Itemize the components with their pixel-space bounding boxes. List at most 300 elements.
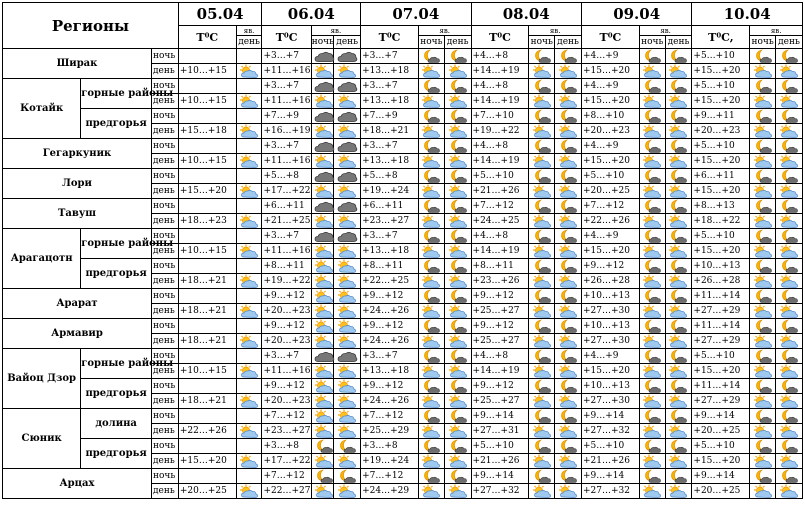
moon-cloud-icon: [640, 319, 664, 333]
temperature-value: +15…+20: [692, 364, 750, 379]
moon-cloud-icon-cell: [555, 49, 582, 64]
temperature-value: +11…+16: [262, 244, 311, 259]
temperature-value: +15…+20: [581, 94, 639, 109]
moon-cloud-icon-cell: [665, 439, 692, 454]
sun-cloud-icon: [556, 184, 580, 198]
temperature-value: +15…+20: [178, 454, 236, 469]
moon-cloud-icon-cell: [665, 199, 692, 214]
sun-cloud-icon-cell: [665, 334, 692, 349]
day-subheader: день: [665, 36, 692, 49]
moon-cloud-icon-cell: [418, 259, 444, 274]
moon-cloud-icon: [419, 169, 443, 183]
subregion-name: предгорья: [81, 109, 152, 139]
sun-cloud-icon-cell: [444, 184, 471, 199]
temperature-value: +25…+27: [471, 334, 529, 349]
temperature-value: +27…+31: [471, 424, 529, 439]
table-row: [3, 49, 803, 64]
sun-cloud-icon-cell: [750, 454, 776, 469]
sun-cloud-icon: [446, 424, 470, 438]
sun-cloud-icon: [446, 94, 470, 108]
temperature-value: +4…+8: [471, 139, 529, 154]
sun-cloud-icon: [751, 214, 775, 228]
sun-cloud-icon-cell: [444, 244, 471, 259]
moon-cloud-icon-cell: [750, 139, 776, 154]
yav-header: яв.: [311, 26, 360, 36]
temperature-value: +15…+20: [581, 154, 639, 169]
temperature-value: +18…+21: [178, 304, 236, 319]
cloudy-icon: [335, 199, 359, 213]
temp-column-header: T⁰C: [178, 26, 236, 49]
time-of-day: ночь: [152, 229, 179, 244]
weather-icon-cell: [236, 79, 262, 94]
sun-cloud-icon: [751, 64, 775, 78]
sun-cloud-icon-cell: [776, 274, 803, 289]
sun-cloud-icon: [312, 289, 336, 303]
sun-cloud-icon: [312, 409, 336, 423]
temperature-value: +27…+32: [581, 484, 639, 499]
moon-cloud-icon-cell: [418, 289, 444, 304]
moon-cloud-icon-cell: [555, 109, 582, 124]
sun-cloud-icon-cell: [776, 424, 803, 439]
sun-cloud-icon-cell: [311, 364, 334, 379]
sun-cloud-icon-cell: [776, 154, 803, 169]
moon-cloud-icon-cell: [418, 469, 444, 484]
sun-cloud-icon-cell: [444, 64, 471, 79]
temperature-value: +15…+20: [581, 244, 639, 259]
moon-cloud-icon: [530, 289, 554, 303]
sun-cloud-icon-cell: [529, 184, 555, 199]
sun-cloud-icon: [556, 304, 580, 318]
sun-cloud-icon-cell: [311, 94, 334, 109]
sun-cloud-icon-cell: [236, 244, 262, 259]
sun-cloud-icon: [777, 394, 801, 408]
region-name: Вайоц Дзор: [3, 349, 81, 409]
moon-cloud-icon-cell: [750, 109, 776, 124]
sun-cloud-icon-cell: [311, 379, 334, 394]
sun-cloud-icon-cell: [334, 214, 361, 229]
table-row: [3, 259, 803, 274]
temperature-value: +27…+32: [471, 484, 529, 499]
sun-cloud-icon-cell: [639, 124, 665, 139]
sun-cloud-icon-cell: [444, 334, 471, 349]
cloudy-icon-cell: [334, 229, 361, 244]
temperature-value: +8…+11: [471, 259, 529, 274]
moon-cloud-icon-cell: [555, 199, 582, 214]
temperature-value: +10…+15: [178, 94, 236, 109]
moon-cloud-icon: [640, 139, 664, 153]
temperature-value: +20…+23: [581, 124, 639, 139]
moon-cloud-icon: [777, 469, 801, 483]
temperature-value: +20…+25: [692, 424, 750, 439]
sun-cloud-icon-cell: [750, 94, 776, 109]
sun-cloud-icon-cell: [444, 154, 471, 169]
temperature-value: +11…+14: [692, 289, 750, 304]
sun-cloud-icon-cell: [236, 484, 262, 499]
temperature-value: +10…+15: [178, 154, 236, 169]
sun-cloud-icon-cell: [334, 424, 361, 439]
temperature-value: [178, 349, 236, 364]
sun-cloud-icon: [312, 64, 336, 78]
sun-cloud-icon: [751, 184, 775, 198]
region-name: Тавуш: [3, 199, 152, 229]
temperature-value: +11…+16: [262, 64, 311, 79]
region-name: Котайк: [3, 79, 81, 139]
moon-cloud-icon-cell: [529, 139, 555, 154]
moon-cloud-icon-cell: [639, 379, 665, 394]
moon-cloud-icon-cell: [776, 229, 803, 244]
moon-cloud-icon-cell: [555, 379, 582, 394]
date-header: 09.04: [581, 3, 691, 26]
moon-cloud-icon: [446, 439, 470, 453]
moon-cloud-icon-cell: [750, 79, 776, 94]
time-of-day: ночь: [152, 349, 179, 364]
sun-cloud-icon-cell: [665, 124, 692, 139]
cloudy-icon: [335, 169, 359, 183]
sun-cloud-icon: [530, 214, 554, 228]
moon-cloud-icon-cell: [311, 469, 334, 484]
temperature-value: +9…+11: [692, 109, 750, 124]
moon-cloud-icon: [446, 349, 470, 363]
moon-cloud-icon: [312, 469, 336, 483]
moon-cloud-icon: [751, 409, 775, 423]
sun-cloud-icon: [237, 424, 261, 438]
sun-cloud-icon: [666, 154, 690, 168]
temperature-value: +15…+18: [178, 124, 236, 139]
night-subheader: ночь: [311, 36, 335, 47]
moon-cloud-icon-cell: [750, 349, 776, 364]
cloudy-icon: [335, 349, 359, 363]
temperature-value: +10…+15: [178, 244, 236, 259]
weather-icon-cell: [236, 379, 262, 394]
moon-cloud-icon-cell: [529, 379, 555, 394]
sun-cloud-icon-cell: [236, 304, 262, 319]
temperature-value: +9…+12: [361, 319, 419, 334]
table-row: [3, 289, 803, 304]
sun-cloud-icon-cell: [750, 124, 776, 139]
sun-cloud-icon-cell: [555, 124, 582, 139]
temperature-value: +14…+19: [471, 244, 529, 259]
sun-cloud-icon: [312, 379, 336, 393]
time-of-day: день: [152, 94, 179, 109]
moon-cloud-icon: [777, 109, 801, 123]
moon-cloud-icon: [751, 139, 775, 153]
temperature-value: +14…+19: [471, 364, 529, 379]
sun-cloud-icon-cell: [334, 274, 361, 289]
weather-icon-cell: [236, 169, 262, 184]
temperature-value: +21…+25: [262, 214, 311, 229]
sun-cloud-icon: [237, 454, 261, 468]
temperature-value: +17…+22: [262, 184, 311, 199]
temperature-value: +4…+8: [471, 229, 529, 244]
moon-cloud-icon-cell: [639, 289, 665, 304]
sun-cloud-icon: [777, 94, 801, 108]
sun-cloud-icon: [446, 274, 470, 288]
moon-cloud-icon-cell: [418, 229, 444, 244]
sun-cloud-icon: [777, 184, 801, 198]
temperature-value: +11…+16: [262, 364, 311, 379]
temperature-value: +13…+18: [361, 244, 419, 259]
moon-cloud-icon-cell: [444, 79, 471, 94]
temperature-value: +15…+20: [692, 94, 750, 109]
temperature-value: [178, 379, 236, 394]
sun-cloud-icon-cell: [236, 274, 262, 289]
sun-cloud-icon: [640, 244, 664, 258]
sun-cloud-icon: [419, 94, 443, 108]
sun-cloud-icon: [419, 244, 443, 258]
time-of-day: день: [152, 214, 179, 229]
sun-cloud-icon: [446, 64, 470, 78]
temperature-value: +24…+26: [361, 394, 419, 409]
moon-cloud-icon-cell: [444, 139, 471, 154]
moon-cloud-icon: [777, 49, 801, 63]
moon-cloud-icon-cell: [555, 259, 582, 274]
sun-cloud-icon-cell: [529, 244, 555, 259]
temperature-value: +5…+10: [692, 349, 750, 364]
sun-cloud-icon: [312, 454, 336, 468]
sun-cloud-icon: [237, 394, 261, 408]
sun-cloud-icon-cell: [750, 304, 776, 319]
sun-cloud-icon: [312, 274, 336, 288]
moon-cloud-icon-cell: [529, 409, 555, 424]
temperature-value: [178, 319, 236, 334]
sun-cloud-icon-cell: [334, 94, 361, 109]
moon-cloud-icon-cell: [665, 469, 692, 484]
sun-cloud-icon-cell: [639, 364, 665, 379]
sun-cloud-icon-cell: [529, 124, 555, 139]
sun-cloud-icon-cell: [236, 424, 262, 439]
temperature-value: +9…+12: [262, 319, 311, 334]
moon-cloud-icon: [777, 319, 801, 333]
sun-cloud-icon: [777, 484, 801, 498]
weather-icon-cell: [236, 109, 262, 124]
sun-cloud-icon-cell: [555, 274, 582, 289]
sun-cloud-icon: [312, 424, 336, 438]
temperature-value: +22…+26: [178, 424, 236, 439]
sun-cloud-icon: [237, 484, 261, 498]
time-of-day: ночь: [152, 289, 179, 304]
sun-cloud-icon: [666, 184, 690, 198]
temperature-value: +19…+24: [361, 184, 419, 199]
sun-cloud-icon: [237, 184, 261, 198]
temperature-value: +4…+9: [581, 49, 639, 64]
sun-cloud-icon-cell: [776, 124, 803, 139]
moon-cloud-icon-cell: [555, 229, 582, 244]
sun-cloud-icon: [312, 319, 336, 333]
yav-header: яв.: [639, 26, 692, 36]
sun-cloud-icon-cell: [639, 214, 665, 229]
cloudy-icon-cell: [311, 139, 334, 154]
cloudy-icon-cell: [334, 49, 361, 64]
time-of-day: день: [152, 364, 179, 379]
sun-cloud-icon-cell: [311, 454, 334, 469]
temperature-value: +14…+19: [471, 64, 529, 79]
sun-cloud-icon: [751, 484, 775, 498]
cloudy-icon-cell: [334, 199, 361, 214]
cloudy-icon-cell: [311, 49, 334, 64]
sun-cloud-icon: [666, 244, 690, 258]
temperature-value: +24…+29: [361, 484, 419, 499]
cloudy-icon-cell: [334, 79, 361, 94]
sun-cloud-icon: [312, 259, 336, 273]
moon-cloud-icon: [556, 199, 580, 213]
sun-cloud-icon: [419, 184, 443, 198]
moon-cloud-icon-cell: [639, 49, 665, 64]
moon-cloud-icon-cell: [639, 229, 665, 244]
moon-cloud-icon: [530, 139, 554, 153]
sun-cloud-icon-cell: [418, 364, 444, 379]
yav-header: яв.: [418, 26, 471, 36]
sun-cloud-icon: [777, 304, 801, 318]
sun-cloud-icon: [556, 334, 580, 348]
sun-cloud-icon: [335, 154, 359, 168]
moon-cloud-icon-cell: [444, 319, 471, 334]
moon-cloud-icon-cell: [750, 469, 776, 484]
moon-cloud-icon: [751, 289, 775, 303]
moon-cloud-icon-cell: [665, 169, 692, 184]
temperature-value: [178, 49, 236, 64]
sun-cloud-icon-cell: [418, 154, 444, 169]
sun-cloud-icon: [556, 424, 580, 438]
sun-cloud-icon-cell: [418, 94, 444, 109]
table-row: [3, 229, 803, 244]
temp-column-header: T⁰C: [581, 26, 639, 49]
sun-cloud-icon: [777, 334, 801, 348]
temperature-value: +11…+14: [692, 319, 750, 334]
sun-cloud-icon-cell: [236, 394, 262, 409]
moon-cloud-icon: [640, 259, 664, 273]
temperature-value: +11…+14: [692, 379, 750, 394]
sun-cloud-icon: [419, 274, 443, 288]
moon-cloud-icon-cell: [750, 319, 776, 334]
temperature-value: [178, 169, 236, 184]
temperature-value: +20…+23: [262, 334, 311, 349]
moon-cloud-icon: [556, 439, 580, 453]
moon-cloud-icon: [530, 409, 554, 423]
table-row: [3, 169, 803, 184]
sun-cloud-icon: [419, 364, 443, 378]
sun-cloud-icon-cell: [334, 484, 361, 499]
temperature-value: +9…+12: [581, 259, 639, 274]
sun-cloud-icon: [419, 424, 443, 438]
cloudy-icon-cell: [311, 79, 334, 94]
moon-cloud-icon: [640, 349, 664, 363]
moon-cloud-icon: [446, 109, 470, 123]
sun-cloud-icon: [419, 304, 443, 318]
sun-cloud-icon: [335, 334, 359, 348]
sun-cloud-icon-cell: [639, 64, 665, 79]
time-of-day: ночь: [152, 49, 179, 64]
moon-cloud-icon: [446, 49, 470, 63]
weather-icon-cell: [236, 469, 262, 484]
temperature-value: +4…+9: [581, 349, 639, 364]
sun-cloud-icon-cell: [444, 94, 471, 109]
temperature-value: +10…+13: [581, 379, 639, 394]
sun-cloud-icon-cell: [750, 484, 776, 499]
moon-cloud-icon-cell: [529, 79, 555, 94]
temperature-value: +5…+8: [262, 169, 311, 184]
sun-cloud-icon-cell: [418, 484, 444, 499]
sun-cloud-icon: [666, 214, 690, 228]
moon-cloud-icon-cell: [418, 349, 444, 364]
moon-cloud-icon: [556, 379, 580, 393]
sun-cloud-icon: [530, 394, 554, 408]
temperature-value: +24…+26: [361, 304, 419, 319]
cloudy-icon: [312, 349, 336, 363]
time-of-day: день: [152, 394, 179, 409]
temperature-value: [178, 409, 236, 424]
moon-cloud-icon: [640, 469, 664, 483]
sun-cloud-icon: [335, 259, 359, 273]
sun-cloud-icon-cell: [334, 454, 361, 469]
sun-cloud-icon-cell: [529, 154, 555, 169]
sun-cloud-icon-cell: [639, 394, 665, 409]
moon-cloud-icon: [666, 229, 690, 243]
moon-cloud-icon: [530, 319, 554, 333]
sun-cloud-icon: [530, 154, 554, 168]
sun-cloud-icon: [446, 454, 470, 468]
moon-cloud-icon-cell: [444, 259, 471, 274]
sun-cloud-icon-cell: [776, 394, 803, 409]
sun-cloud-icon-cell: [750, 244, 776, 259]
region-name: Армавир: [3, 319, 152, 349]
temperature-value: +4…+8: [471, 49, 529, 64]
temperature-value: [178, 439, 236, 454]
sun-cloud-icon-cell: [418, 304, 444, 319]
time-of-day: ночь: [152, 319, 179, 334]
moon-cloud-icon: [640, 169, 664, 183]
sun-cloud-icon: [446, 244, 470, 258]
sun-cloud-icon: [777, 214, 801, 228]
table-row: [3, 439, 803, 454]
cloudy-icon: [335, 229, 359, 243]
moon-cloud-icon-cell: [555, 439, 582, 454]
sun-cloud-icon-cell: [334, 289, 361, 304]
subregion-name: горные районы: [81, 229, 152, 259]
sun-cloud-icon: [446, 394, 470, 408]
temperature-value: +3…+7: [262, 49, 311, 64]
moon-cloud-icon-cell: [665, 109, 692, 124]
temperature-value: +3…+7: [262, 229, 311, 244]
moon-cloud-icon: [666, 49, 690, 63]
temperature-value: +9…+14: [692, 409, 750, 424]
sun-cloud-icon: [666, 334, 690, 348]
sun-cloud-icon: [640, 274, 664, 288]
cloudy-icon: [312, 169, 336, 183]
moon-cloud-icon-cell: [418, 379, 444, 394]
sun-cloud-icon: [419, 214, 443, 228]
sun-cloud-icon-cell: [750, 274, 776, 289]
sun-cloud-icon-cell: [665, 184, 692, 199]
sun-cloud-icon-cell: [776, 214, 803, 229]
temperature-value: +9…+12: [471, 379, 529, 394]
cloudy-icon-cell: [311, 109, 334, 124]
moon-cloud-icon: [556, 259, 580, 273]
sun-cloud-icon: [237, 214, 261, 228]
sun-cloud-icon: [751, 274, 775, 288]
sun-cloud-icon: [751, 394, 775, 408]
sun-cloud-icon: [666, 454, 690, 468]
moon-cloud-icon-cell: [776, 139, 803, 154]
temperature-value: +13…+18: [361, 64, 419, 79]
temperature-value: +24…+25: [471, 214, 529, 229]
sun-cloud-icon-cell: [529, 64, 555, 79]
sun-cloud-icon: [530, 364, 554, 378]
sun-cloud-icon: [446, 184, 470, 198]
sun-cloud-icon: [640, 124, 664, 138]
temperature-value: +11…+16: [262, 154, 311, 169]
table-row: [3, 319, 803, 334]
sun-cloud-icon: [446, 154, 470, 168]
